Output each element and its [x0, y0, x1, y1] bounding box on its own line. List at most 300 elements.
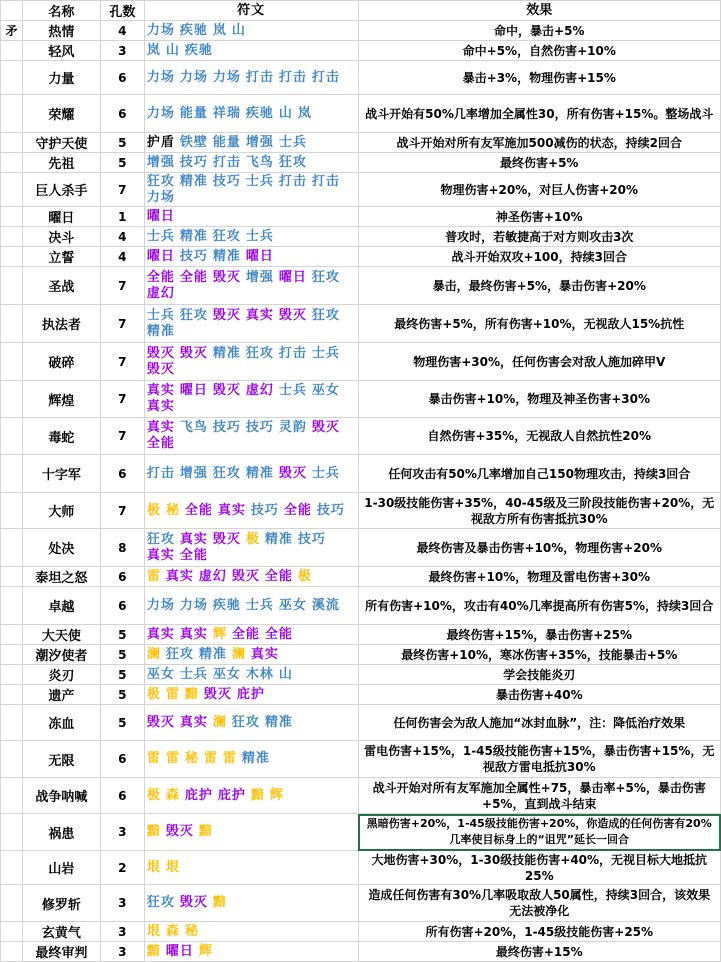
- rune-label: 全能: [264, 626, 293, 642]
- rune-label: 士兵: [311, 465, 340, 481]
- rune-label: 真实: [245, 307, 274, 323]
- name-cell[interactable]: 大天使: [22, 625, 100, 645]
- table-row: [1, 567, 721, 587]
- runes-cell[interactable]: [144, 665, 358, 685]
- runes-cell[interactable]: [144, 381, 358, 418]
- rune-label: 极: [245, 531, 260, 547]
- effect-cell[interactable]: 暴击，最终伤害+5%，暴击伤害+20%: [358, 267, 721, 305]
- rune-label: 能量: [179, 105, 208, 121]
- runes-cell[interactable]: [144, 455, 358, 493]
- table-row: [1, 95, 721, 133]
- rune-label: 庇护: [217, 787, 246, 803]
- name-cell[interactable]: 毒蛇: [22, 418, 100, 455]
- name-cell[interactable]: 潮汐使者: [22, 645, 100, 665]
- effect-cell[interactable]: 战斗开始双攻+100，持续3回合: [358, 247, 721, 267]
- rune-label: 巫女: [311, 383, 340, 398]
- blank-cell[interactable]: [1, 814, 23, 851]
- blank-cell[interactable]: [1, 922, 23, 942]
- table-body: [1, 1, 721, 962]
- rune-label: 山: [278, 105, 293, 121]
- effect-cell[interactable]: 最终伤害及暴击伤害+10%，物理伤害+20%: [358, 529, 721, 567]
- rune-label: 真实: [146, 399, 175, 414]
- name-cell[interactable]: 圣战: [22, 267, 100, 305]
- rune-label: 垠: [146, 859, 161, 875]
- holes-cell[interactable]: 6: [100, 455, 144, 493]
- name-cell[interactable]: 泰坦之怒: [22, 567, 100, 587]
- rune-label: 曜日: [165, 943, 194, 959]
- rune-label: 曜日: [146, 248, 175, 264]
- rune-label: 能量: [212, 134, 241, 150]
- rune-label: 精准: [241, 751, 270, 766]
- holes-cell[interactable]: 3: [100, 41, 144, 61]
- effect-cell[interactable]: 最终伤害+5%: [358, 153, 721, 173]
- holes-cell[interactable]: 7: [100, 493, 144, 529]
- name-cell[interactable]: 守护天使: [22, 133, 100, 153]
- table-row: [1, 173, 721, 207]
- table-row: [1, 814, 721, 851]
- runes-cell[interactable]: [144, 343, 358, 381]
- holes-cell[interactable]: 5: [100, 645, 144, 665]
- holes-cell[interactable]: 1: [100, 207, 144, 227]
- holes-cell[interactable]: 6: [100, 567, 144, 587]
- effect-cell[interactable]: 普攻时，若敏捷高于对方则攻击3次: [358, 227, 721, 247]
- holes-cell[interactable]: 5: [100, 685, 144, 705]
- table-row: [1, 61, 721, 95]
- effect-cell[interactable]: 1-30级技能伤害+35%，40-45级及三阶段技能伤害+20%，无视敌方所有伤害抵抗30%: [358, 493, 721, 529]
- rune-label: 士兵: [146, 228, 175, 244]
- effect-cell[interactable]: 雷电伤害+15%，1-45级技能伤害+15%，暴击伤害+15%，无视敌方雷电抵抗30%: [358, 741, 721, 778]
- effect-cell[interactable]: 任何攻击有50%几率增加自己150物理攻击，持续3回合: [358, 455, 721, 493]
- name-cell[interactable]: 辉煌: [22, 381, 100, 418]
- effect-cell[interactable]: 暴击伤害+10%，物理及神圣伤害+30%: [358, 381, 721, 418]
- rune-label: 庇护: [184, 787, 213, 803]
- table-row: [1, 851, 721, 885]
- holes-cell[interactable]: 7: [100, 381, 144, 418]
- rune-label: 狂攻: [179, 307, 208, 323]
- holes-cell[interactable]: 4: [100, 21, 144, 41]
- effect-cell[interactable]: 造成任何伤害有30%几率吸取敌人50属性，持续3回合，该效果无法被净化: [358, 885, 721, 922]
- rune-label: 精准: [212, 345, 241, 361]
- rune-label: 森: [165, 923, 180, 939]
- holes-cell[interactable]: 6: [100, 587, 144, 625]
- table-row: [1, 343, 721, 381]
- table-row: [1, 418, 721, 455]
- name-cell[interactable]: 修罗斩: [22, 885, 100, 922]
- rune-label: 雷: [146, 751, 161, 766]
- rune-label: 力场: [146, 22, 175, 38]
- rune-label: 毁灭: [179, 895, 208, 910]
- rune-label: 打击: [278, 173, 307, 189]
- rune-label: 辉: [198, 943, 213, 959]
- header-runes[interactable]: 符文: [144, 1, 358, 21]
- runes-cell[interactable]: [144, 95, 358, 133]
- blank-cell[interactable]: [1, 685, 23, 705]
- blank-cell[interactable]: [1, 493, 23, 529]
- effect-cell[interactable]: 大地伤害+30%，1-30级技能伤害+40%，无视目标大地抵抗25%: [358, 851, 721, 885]
- blank-cell[interactable]: [1, 885, 23, 922]
- name-cell[interactable]: 遗产: [22, 685, 100, 705]
- holes-cell[interactable]: 7: [100, 418, 144, 455]
- runes-cell[interactable]: [144, 305, 358, 343]
- rune-label: 增强: [245, 134, 274, 150]
- rune-label: 真实: [146, 383, 175, 398]
- effect-cell[interactable]: 最终伤害+15%: [358, 942, 721, 962]
- blank-cell[interactable]: [1, 778, 23, 814]
- blank-cell[interactable]: [1, 247, 23, 267]
- rune-label: 秘: [184, 923, 199, 939]
- blank-cell[interactable]: [1, 851, 23, 885]
- effect-cell[interactable]: 自然伤害+35%，无视敌人自然抗性20%: [358, 418, 721, 455]
- rune-label: 真实: [146, 420, 175, 435]
- holes-cell[interactable]: 7: [100, 305, 144, 343]
- name-cell[interactable]: 十字军: [22, 455, 100, 493]
- holes-cell[interactable]: 3: [100, 942, 144, 962]
- effect-cell[interactable]: 战斗开始有50%几率增加全属性30，所有伤害+15%。整场战斗: [358, 95, 721, 133]
- effect-cell[interactable]: 学会技能炎刃: [358, 665, 721, 685]
- holes-cell[interactable]: 4: [100, 227, 144, 247]
- blank-cell[interactable]: [1, 625, 23, 645]
- table-row: [1, 705, 721, 741]
- effect-cell[interactable]: 所有伤害+20%，1-45级技能伤害+25%: [358, 922, 721, 942]
- rune-label: 极: [146, 686, 161, 702]
- name-cell[interactable]: 执法者: [22, 305, 100, 343]
- blank-cell[interactable]: [1, 41, 23, 61]
- name-cell[interactable]: 破碎: [22, 343, 100, 381]
- effect-cell[interactable]: 最终伤害+10%，寒冰伤害+35%，技能暴击+5%: [358, 645, 721, 665]
- rune-label: 全能: [231, 626, 260, 642]
- blank-cell[interactable]: [1, 381, 23, 418]
- name-cell[interactable]: 炎刃: [22, 665, 100, 685]
- name-cell[interactable]: 热情: [22, 21, 100, 41]
- holes-cell[interactable]: 7: [100, 343, 144, 381]
- holes-cell[interactable]: 5: [100, 625, 144, 645]
- effect-cell-selected[interactable]: 黑暗伤害+20%，1-45级技能伤害+20%，你造成的任何伤害有20%几率使目标身上的“诅咒”延长一回合: [358, 814, 721, 851]
- holes-cell[interactable]: 7: [100, 173, 144, 207]
- name-cell[interactable]: 曜日: [22, 207, 100, 227]
- effect-cell[interactable]: 物理伤害+30%，任何伤害会对敌人施加碎甲V: [358, 343, 721, 381]
- rune-label: 黯: [146, 943, 161, 959]
- effect-cell[interactable]: 所有伤害+10%，攻击有40%几率提高所有伤害5%，持续3回合: [358, 587, 721, 625]
- blank-cell[interactable]: [1, 665, 23, 685]
- table-row: [1, 529, 721, 567]
- rune-label: 士兵: [245, 597, 274, 613]
- runes-cell[interactable]: [144, 493, 358, 529]
- rune-label: 增强: [146, 154, 175, 170]
- rune-label: 木林: [245, 666, 274, 682]
- rune-label: 打击: [212, 154, 241, 170]
- rune-label: 雷: [146, 568, 161, 584]
- rune-label: 护盾: [146, 134, 175, 150]
- rune-label: 精准: [198, 646, 227, 662]
- name-cell[interactable]: 无限: [22, 741, 100, 778]
- name-cell[interactable]: 荣耀: [22, 95, 100, 133]
- rune-label: 力场: [146, 189, 175, 205]
- runes-cell[interactable]: [144, 247, 358, 267]
- header-row: [1, 1, 721, 21]
- rune-label: 狂攻: [311, 269, 340, 285]
- header-name[interactable]: 名称: [22, 1, 100, 21]
- rune-label: 澜: [146, 646, 161, 662]
- rune-label: 真实: [146, 626, 175, 642]
- blank-cell[interactable]: [1, 741, 23, 778]
- effect-cell[interactable]: 命中+5%，自然伤害+10%: [358, 41, 721, 61]
- name-cell[interactable]: 大师: [22, 493, 100, 529]
- blank-cell[interactable]: [1, 942, 23, 962]
- name-cell[interactable]: 轻风: [22, 41, 100, 61]
- runes-cell[interactable]: [144, 529, 358, 567]
- rune-label: 溪流: [311, 597, 340, 613]
- blank-cell[interactable]: [1, 227, 23, 247]
- holes-cell[interactable]: 5: [100, 153, 144, 173]
- table-row: [1, 207, 721, 227]
- rune-label: 曜日: [179, 383, 208, 398]
- rune-label: 狂攻: [146, 531, 175, 547]
- runes-cell[interactable]: [144, 173, 358, 207]
- rune-label: 巫女: [278, 597, 307, 613]
- rune-label: 狂攻: [146, 895, 175, 910]
- name-cell[interactable]: 卓越: [22, 587, 100, 625]
- name-cell[interactable]: 巨人杀手: [22, 173, 100, 207]
- rune-label: 雷: [165, 686, 180, 702]
- runes-cell[interactable]: [144, 21, 358, 41]
- name-cell[interactable]: 最终审判: [22, 942, 100, 962]
- runes-cell[interactable]: [144, 587, 358, 625]
- effect-cell[interactable]: 最终伤害+5%，所有伤害+10%，无视敌人15%抗性: [358, 305, 721, 343]
- rune-label: 全能: [146, 269, 175, 285]
- effect-cell[interactable]: 任何伤害会为敌人施加“冰封血脉”，注：降低治疗效果: [358, 705, 721, 741]
- holes-cell[interactable]: 5: [100, 705, 144, 741]
- effect-cell[interactable]: 战斗开始对所有友军施加500减伤的状态，持续2回合: [358, 133, 721, 153]
- runes-cell[interactable]: [144, 133, 358, 153]
- table-row: [1, 942, 721, 962]
- rune-label: 曜日: [245, 248, 274, 264]
- holes-cell[interactable]: 8: [100, 529, 144, 567]
- rune-label: 虚幻: [245, 383, 274, 398]
- holes-cell[interactable]: 3: [100, 814, 144, 851]
- rune-label: 铁壁: [179, 134, 208, 150]
- blank-cell[interactable]: [1, 587, 23, 625]
- rune-label: 毁灭: [146, 361, 175, 377]
- runes-cell[interactable]: [144, 267, 358, 305]
- effect-cell[interactable]: 战斗开始对所有友军施加全属性+75，暴击率+5%，暴击伤害+5%，直到战斗结束: [358, 778, 721, 814]
- holes-cell[interactable]: 3: [100, 922, 144, 942]
- blank-cell[interactable]: [1, 95, 23, 133]
- rune-label: 全能: [179, 547, 208, 563]
- holes-cell[interactable]: 4: [100, 247, 144, 267]
- name-cell[interactable]: 祸患: [22, 814, 100, 851]
- runes-cell[interactable]: [144, 61, 358, 95]
- rune-label: 飞鸟: [179, 420, 208, 435]
- effect-cell[interactable]: 暴击伤害+40%: [358, 685, 721, 705]
- rune-label: 森: [165, 787, 180, 803]
- rune-label: 巫女: [212, 666, 241, 682]
- table-row: [1, 381, 721, 418]
- name-cell[interactable]: 立誓: [22, 247, 100, 267]
- runes-cell[interactable]: [144, 741, 358, 778]
- rune-label: 精准: [212, 248, 241, 264]
- effect-cell[interactable]: 最终伤害+15%，暴击伤害+25%: [358, 625, 721, 645]
- rune-label: 秘: [165, 502, 180, 518]
- name-cell[interactable]: 力量: [22, 61, 100, 95]
- rune-label: 狂攻: [231, 714, 260, 730]
- effect-cell[interactable]: 神圣伤害+10%: [358, 207, 721, 227]
- runes-cell[interactable]: [144, 885, 358, 922]
- rune-label: 精准: [146, 323, 175, 339]
- rune-label: 黯: [198, 824, 213, 839]
- rune-label: 毁灭: [212, 531, 241, 547]
- table-row: [1, 885, 721, 922]
- rune-label: 辉: [269, 787, 284, 803]
- blank-cell[interactable]: [1, 645, 23, 665]
- runes-cell[interactable]: [144, 778, 358, 814]
- holes-cell[interactable]: 6: [100, 778, 144, 814]
- name-cell[interactable]: 战争呐喊: [22, 778, 100, 814]
- table-row: [1, 41, 721, 61]
- runes-cell[interactable]: [144, 942, 358, 962]
- rune-label: 狂攻: [245, 345, 274, 361]
- rune-label: 增强: [245, 269, 274, 285]
- rune-label: 精准: [264, 714, 293, 730]
- name-cell[interactable]: 先祖: [22, 153, 100, 173]
- rune-label: 极: [146, 787, 161, 803]
- rune-label: 辉: [212, 626, 227, 642]
- runes-cell[interactable]: [144, 227, 358, 247]
- name-cell[interactable]: 决斗: [22, 227, 100, 247]
- rune-label: 疾驰: [184, 42, 213, 58]
- runes-cell[interactable]: [144, 851, 358, 885]
- rune-label: 士兵: [278, 134, 307, 150]
- name-cell[interactable]: 冻血: [22, 705, 100, 741]
- rune-label: 狂攻: [212, 465, 241, 481]
- rune-label: 士兵: [146, 307, 175, 323]
- name-cell[interactable]: 山岩: [22, 851, 100, 885]
- runes-cell[interactable]: [144, 41, 358, 61]
- rune-label: 真实: [179, 626, 208, 642]
- name-cell[interactable]: 玄黄气: [22, 922, 100, 942]
- rune-label: 技巧: [212, 173, 241, 189]
- rune-label: 曜日: [278, 269, 307, 285]
- rune-label: 狂攻: [311, 307, 340, 323]
- rune-label: 虚幻: [146, 285, 175, 301]
- rune-label: 真实: [146, 547, 175, 563]
- rune-label: 山: [231, 22, 246, 38]
- rune-label: 真实: [165, 568, 194, 584]
- rune-label: 毁灭: [212, 307, 241, 323]
- holes-cell[interactable]: 2: [100, 851, 144, 885]
- rune-label: 士兵: [179, 666, 208, 682]
- rune-label: 毁灭: [165, 824, 194, 839]
- runes-cell[interactable]: [144, 418, 358, 455]
- effect-cell[interactable]: 物理伤害+20%，对巨人伤害+20%: [358, 173, 721, 207]
- blank-cell[interactable]: [1, 173, 23, 207]
- blank-cell[interactable]: [1, 207, 23, 227]
- rune-label: 士兵: [311, 345, 340, 361]
- runes-cell[interactable]: [144, 567, 358, 587]
- rune-label: 雷: [222, 751, 237, 766]
- rune-label: 庇护: [236, 686, 265, 702]
- blank-cell[interactable]: [1, 705, 23, 741]
- blank-cell[interactable]: [1, 267, 23, 305]
- rune-label: 秘: [184, 751, 199, 766]
- table-row: [1, 645, 721, 665]
- rune-label: 澜: [231, 646, 246, 662]
- blank-cell[interactable]: [1, 455, 23, 493]
- rune-label: 毁灭: [278, 465, 307, 481]
- table-row: [1, 227, 721, 247]
- holes-cell[interactable]: 6: [100, 741, 144, 778]
- blank-cell[interactable]: [1, 61, 23, 95]
- rune-label: 疾驰: [212, 597, 241, 613]
- header-cell-blank[interactable]: [1, 1, 23, 21]
- rune-label: 毁灭: [311, 420, 340, 435]
- rune-label: 山: [165, 42, 180, 58]
- table-row: [1, 305, 721, 343]
- side-label-cell[interactable]: 矛: [1, 21, 23, 41]
- table-row: [1, 685, 721, 705]
- rune-label: 黯: [184, 686, 199, 702]
- effect-cell[interactable]: 最终伤害+10%，物理及雷电伤害+30%: [358, 567, 721, 587]
- rune-label: 狂攻: [212, 228, 241, 244]
- runes-cell[interactable]: [144, 625, 358, 645]
- effect-cell[interactable]: 暴击+3%，物理伤害+15%: [358, 61, 721, 95]
- blank-cell[interactable]: [1, 567, 23, 587]
- name-cell[interactable]: 处决: [22, 529, 100, 567]
- blank-cell[interactable]: [1, 529, 23, 567]
- header-holes[interactable]: 孔数: [100, 1, 144, 21]
- runes-cell[interactable]: [144, 685, 358, 705]
- rune-label: 毁灭: [146, 345, 175, 361]
- blank-cell[interactable]: [1, 153, 23, 173]
- rune-label: 毁灭: [231, 568, 260, 584]
- blank-cell[interactable]: [1, 305, 23, 343]
- holes-cell[interactable]: 7: [100, 267, 144, 305]
- runes-cell[interactable]: [144, 814, 358, 851]
- rune-label: 黯: [146, 824, 161, 839]
- rune-label: 打击: [245, 69, 274, 85]
- runes-cell[interactable]: [144, 153, 358, 173]
- runes-cell[interactable]: [144, 207, 358, 227]
- holes-cell[interactable]: 6: [100, 95, 144, 133]
- rune-label: 打击: [311, 69, 340, 85]
- runes-cell[interactable]: [144, 922, 358, 942]
- blank-cell[interactable]: [1, 133, 23, 153]
- rune-label: 岚: [146, 42, 161, 58]
- table-row: [1, 455, 721, 493]
- table-row: [1, 133, 721, 153]
- rune-label: 力场: [146, 105, 175, 121]
- header-effect[interactable]: 效果: [358, 1, 721, 21]
- holes-cell[interactable]: 6: [100, 61, 144, 95]
- table-row: [1, 625, 721, 645]
- runes-cell[interactable]: [144, 705, 358, 741]
- rune-label: 精准: [245, 465, 274, 481]
- rune-label: 狂攻: [278, 154, 307, 170]
- blank-cell[interactable]: [1, 418, 23, 455]
- blank-cell[interactable]: [1, 343, 23, 381]
- rune-label: 曜日: [146, 208, 175, 224]
- holes-cell[interactable]: 3: [100, 885, 144, 922]
- holes-cell[interactable]: 5: [100, 133, 144, 153]
- rune-label: 全能: [264, 568, 293, 584]
- rune-label: 力场: [179, 69, 208, 85]
- rune-label: 精准: [179, 173, 208, 189]
- rune-label: 打击: [146, 465, 175, 481]
- holes-cell[interactable]: 5: [100, 665, 144, 685]
- runes-cell[interactable]: [144, 645, 358, 665]
- rune-label: 力场: [146, 69, 175, 85]
- rune-label: 疾驰: [179, 22, 208, 38]
- effect-cell[interactable]: 命中，暴击+5%: [358, 21, 721, 41]
